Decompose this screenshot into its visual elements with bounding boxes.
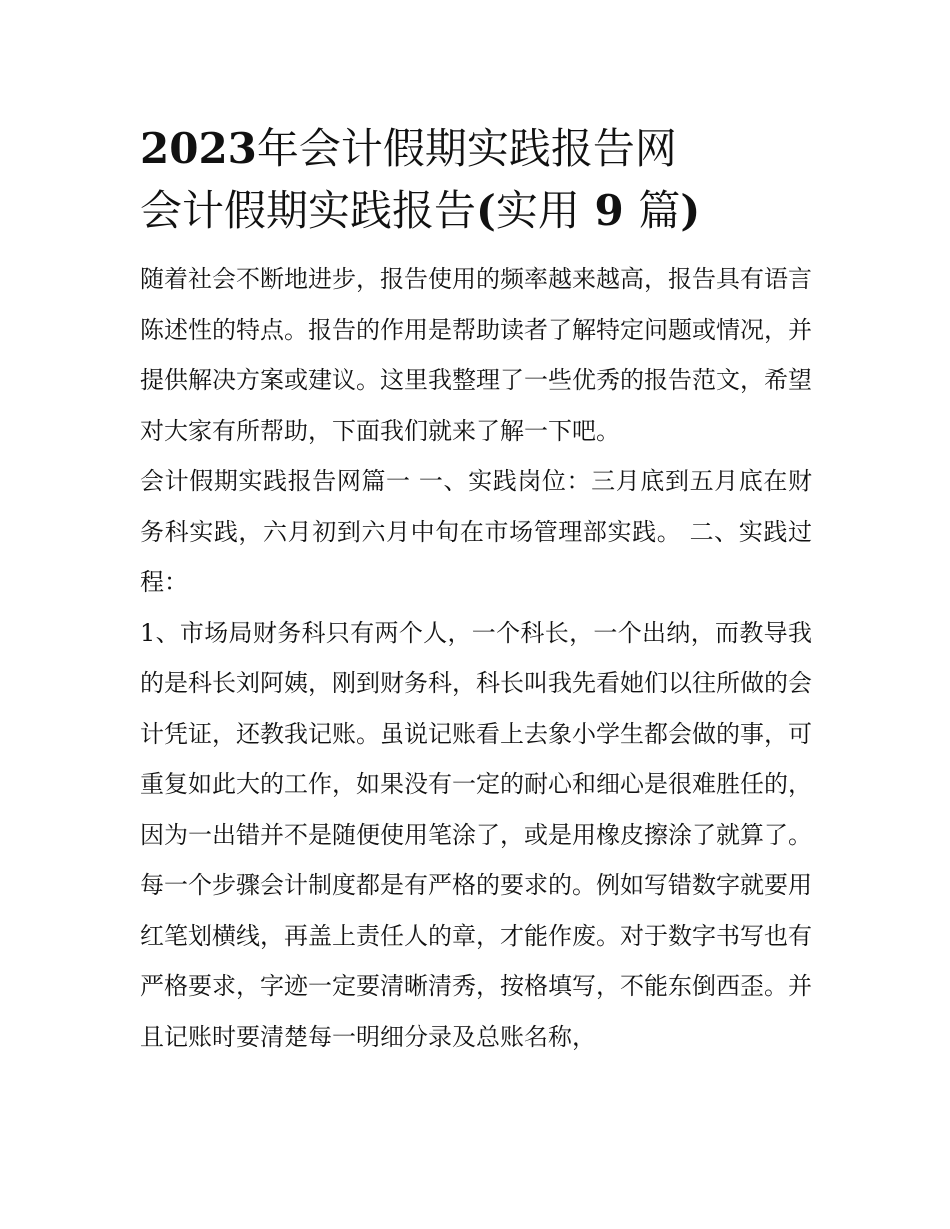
document-page <box>140 118 812 1062</box>
title-year: 2023 <box>140 124 257 173</box>
section-paragraph: 会计假期实践报告网篇一 一、实践岗位：三月底到五月底在财务科实践，六月初到六月中旬在市场管理部实践。 二、实践过程： <box>140 467 812 596</box>
title-line-1 <box>140 118 812 180</box>
title-line-2 <box>140 180 812 242</box>
title-line-2-text-a: 会计假期实践报告 <box>140 186 477 235</box>
title-paren-close: ) <box>680 186 701 235</box>
document-title <box>140 118 812 242</box>
title-paren-open: ( <box>476 186 496 235</box>
title-line-2-text-b: 实用 <box>495 186 580 235</box>
title-count: 9 <box>579 186 639 235</box>
title-line-1-text: 年会计假期实践报告网 <box>256 124 677 173</box>
body-paragraph: 1、市场局财务科只有两个人，一个科长，一个出纳，而教导我的是科长刘阿姨，刚到财务科，科长叫我先看她们以往所做的会计凭证，还教我记账。虽说记账看上去象小学生都会做的事，可重复如此大的工作，如果没有一定的耐心和细心是很难胜任的，因为一出错并不是随便使用笔涂了，或是用橡皮擦涂了就算了。每一个步骤会计制度都是有严格的要求的。例如写错数字就要用红笔划横线，再盖上责任人的章，才能作废。对于数字书写也有严格要求，字迹一定要清晰清秀，按格填写，不能东倒西歪。并且记账时要清楚每一明细分录及总账名称， <box>140 618 812 1051</box>
title-line-2-text-c: 篇 <box>638 186 681 235</box>
intro-paragraph: 随着社会不断地进步，报告使用的频率越来越高，报告具有语言陈述性的特点。报告的作用是帮助读者了解特定问题或情况，并提供解决方案或建议。这里我整理了一些优秀的报告范文，希望对大家有所帮助，下面我们就来了解一下吧。 <box>140 265 812 445</box>
